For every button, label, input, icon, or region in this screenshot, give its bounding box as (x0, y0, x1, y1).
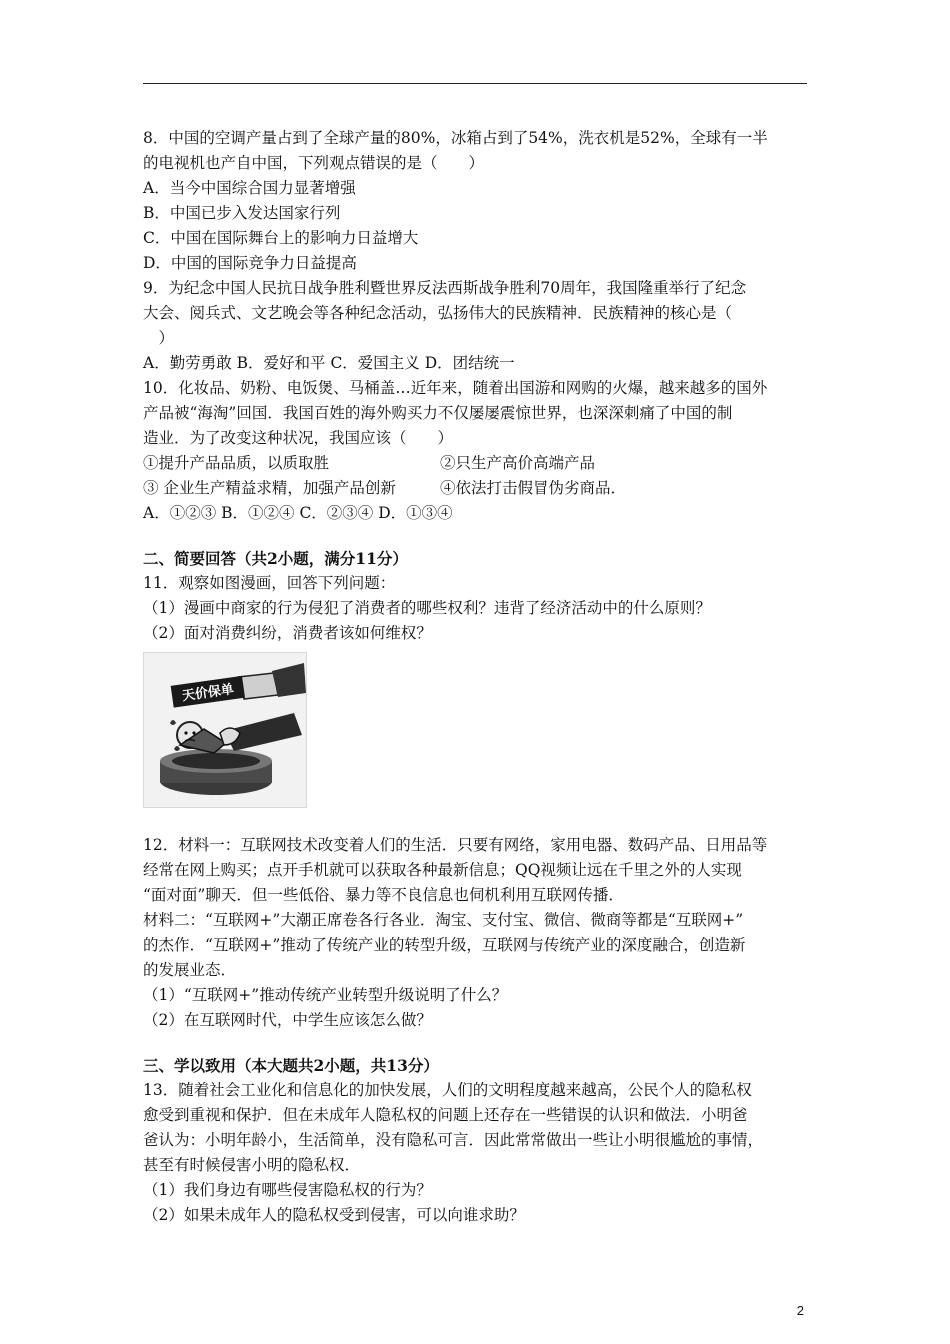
q9-options: A．勤劳勇敢 B．爱好和平 C．爱国主义 D．团结统一 (143, 354, 515, 372)
q10-stem-line: 10．化妆品、奶粉、电饭煲、马桶盖…近年来，随着出国游和网购的火爆，越来越多的国外 (143, 379, 768, 397)
q10-statement-row (143, 476, 823, 501)
question-11 (143, 571, 823, 808)
q11-subquestion-2: （2）面对消费纠纷，消费者该如何维权？ (143, 624, 432, 642)
q8-option-a: A．当今中国综合国力显著增强 (143, 179, 356, 197)
exam-content (143, 126, 823, 1228)
q10-statement-3: ③ 企业生产精益求精，加强产品创新 (143, 479, 396, 497)
q13-line: 13．随着社会工业化和信息化的加快发展，人们的文明程度越来越高，公民个人的隐私权 (143, 1081, 752, 1099)
q13-subquestion-1: （1）我们身边有哪些侵害隐私权的行为？ (143, 1181, 432, 1199)
q12-subquestion-2: （2）在互联网时代，中学生应该怎么做？ (143, 1011, 432, 1029)
q13-line: 甚至有时候侵害小明的隐私权． (143, 1156, 361, 1174)
question-13 (143, 1078, 823, 1228)
q12-line: 的发展业态． (143, 961, 237, 979)
q12-line: 12．材料一：互联网技术改变着人们的生活．只要有网络，家用电器、数码产品、日用品等 (143, 836, 768, 854)
q9-stem-line: 大会、阅兵式、文艺晚会等各种纪念活动，弘扬伟大的民族精神．民族精神的核心是（ (143, 304, 733, 322)
q12-subquestion-1: （1）“互联网+”推动传统产业转型升级说明了什么？ (143, 986, 508, 1004)
question-8 (143, 126, 823, 276)
q8-option-d: D．中国的国际竞争力日益提高 (143, 254, 357, 272)
cartoon-drawing (144, 653, 306, 807)
q11-stem: 11．观察如图漫画，回答下列问题： (143, 574, 396, 592)
q8-stem-line: 8．中国的空调产量占到了全球产量的80%，冰箱占到了54%，洗衣机是52%，全球有一半 (143, 129, 768, 147)
question-12 (143, 833, 823, 1033)
q10-stem-line: 造业．为了改变这种状况，我国应该（ ） (143, 429, 454, 447)
q8-option-c: C．中国在国际舞台上的影响力日益增大 (143, 229, 419, 247)
q10-statement-1: ①提升产品品质，以质取胜 (143, 454, 330, 472)
q10-options: A．①②③ B．①②④ C．②③④ D．①③④ (143, 504, 453, 522)
q12-line: 的杰作．“互联网+”推动了传统产业的转型升级，互联网与传统产业的深度融合，创造新 (143, 936, 746, 954)
q10-statement-4: ④依法打击假冒伪劣商品． (440, 479, 627, 497)
q8-stem-line: 的电视机也产自中国，下列观点错误的是（ ） (143, 154, 485, 172)
q9-stem-line: 9．为纪念中国人民抗日战争胜利暨世界反法西斯战争胜利70周年，我国隆重举行了纪念 (143, 279, 747, 297)
cartoon-image (143, 652, 307, 808)
q8-option-b: B．中国已步入发达国家行列 (143, 204, 341, 222)
q13-line: 爸认为：小明年龄小，生活简单，没有隐私可言．因此常常做出一些让小明很尴尬的事情， (143, 1131, 764, 1149)
question-9 (143, 276, 823, 376)
q10-statement-row (143, 451, 823, 476)
q13-subquestion-2: （2）如果未成年人的隐私权受到侵害，可以向谁求助？ (143, 1206, 525, 1224)
q12-line: 材料二：“互联网+”大潮正席卷各行各业．淘宝、支付宝、微信、微商等都是“互联网+” (143, 911, 744, 929)
section-3-heading: 三、学以致用（本大题共2小题，共13分） (143, 1056, 439, 1075)
q12-line: 经常在网上购买；点开手机就可以获取各种最新信息；QQ视频让远在千里之外的人实现 (143, 861, 742, 879)
q11-subquestion-1: （1）漫画中商家的行为侵犯了消费者的哪些权利？违背了经济活动中的什么原则？ (143, 599, 711, 617)
q9-stem-line: ） (143, 329, 175, 347)
q10-statement-2: ②只生产高价高端产品 (440, 454, 596, 472)
q12-line: “面对面”聊天．但一些低俗、暴力等不良信息也伺机利用互联网传播． (143, 886, 624, 904)
header-rule (143, 83, 807, 84)
cartoon-sign-text: 天价保单 (181, 682, 235, 705)
q13-line: 愈受到重视和保护．但在未成年人隐私权的问题上还存在一些错误的认识和做法．小明爸 (143, 1106, 748, 1124)
page-number: 2 (796, 1303, 804, 1318)
section-2-heading: 二、简要回答（共2小题，满分11分） (143, 549, 408, 568)
q10-stem-line: 产品被“海淘”回国．我国百姓的海外购买力不仅屡屡震惊世界，也深深刺痛了中国的制 (143, 404, 733, 422)
question-10 (143, 376, 823, 526)
